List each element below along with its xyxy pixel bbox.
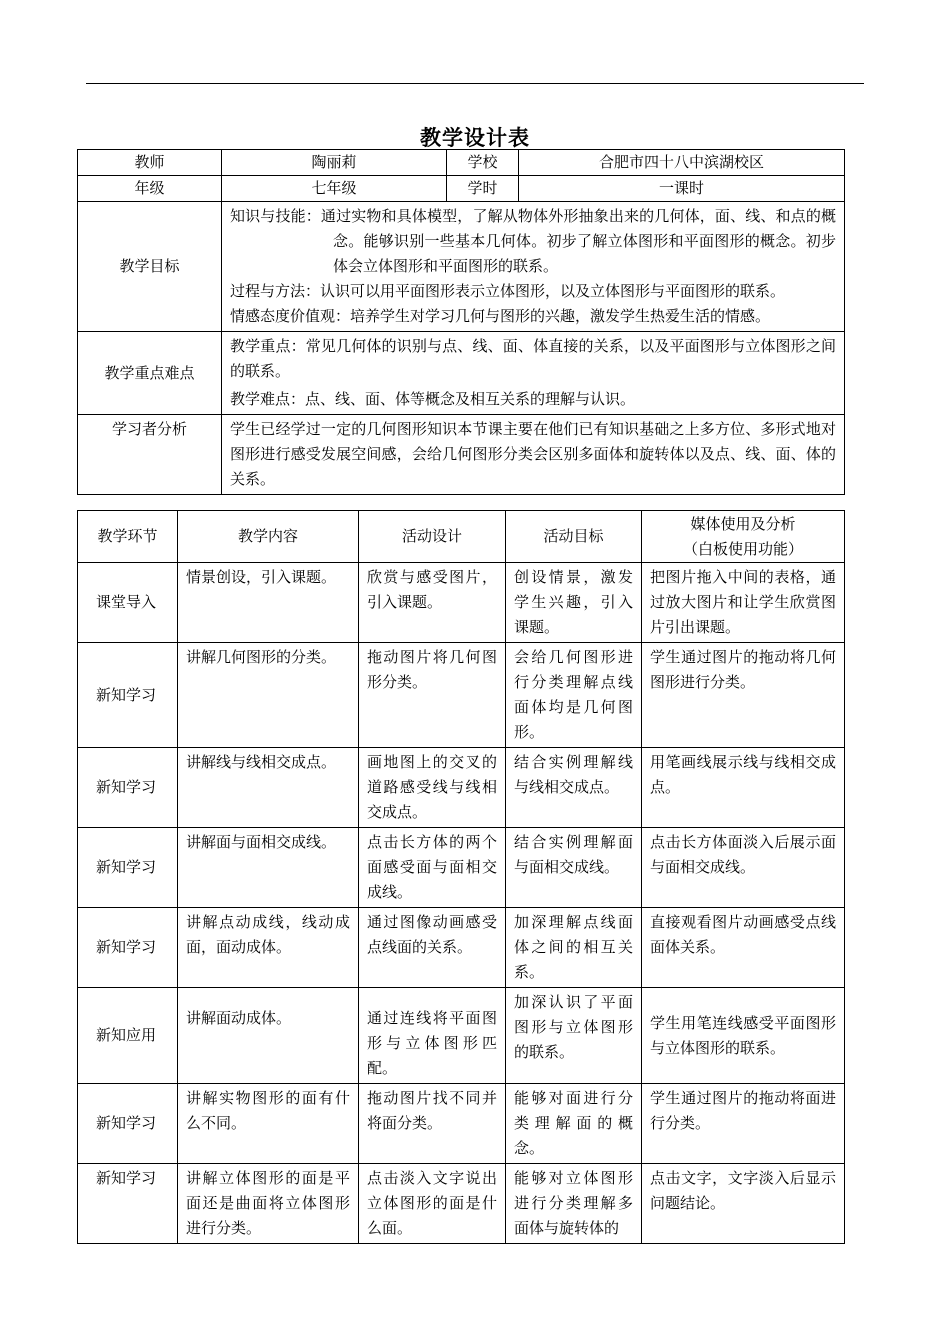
school-label: 学校 [447,150,519,176]
row-media: 学生通过图片的拖动将面进行分类。 [642,1084,845,1164]
row-media: 直接观看图片动画感受点线面体关系。 [642,908,845,988]
grade-value: 七年级 [222,176,447,202]
row-stage: 新知学习 [78,908,178,988]
row-content: 讲解实物图形的面有什么不同。 [178,1084,359,1164]
row-activity: 点击淡入文字说出立体图形的面是什么面。 [359,1164,506,1244]
row-activity: 通过图像动画感受点线面的关系。 [359,908,506,988]
info-row-goals [78,202,845,332]
plan-table [77,510,845,1244]
row-content: 讲解线与线相交成点。 [178,748,359,828]
row-activity: 欣赏与感受图片，引入课题。 [359,563,506,643]
row-stage: 新知学习 [78,1164,178,1244]
row-goal: 会给几何图形进行分类理解点线面体均是几何图形。 [506,643,642,748]
hours-value: 一课时 [519,176,845,202]
row-stage: 新知学习 [78,1084,178,1164]
row-goal: 能够对立体图形进行分类理解多面体与旋转体的 [506,1164,642,1244]
row-activity: 拖动图片找不同并将面分类。 [359,1084,506,1164]
goals-label: 教学目标 [78,202,222,332]
goal-emotion: 情感态度价值观：培养学生对学习几何与图形的兴趣，激发学生热爱生活的情感。 [230,307,771,325]
info-row-grade [78,176,845,202]
row-goal: 结合实例理解线与线相交成点。 [506,748,642,828]
teacher-value: 陶丽莉 [222,150,447,176]
row-stage: 课堂导入 [78,563,178,643]
row-content: 讲解面动成体。 [178,988,359,1084]
plan-row [78,988,845,1084]
plan-row [78,1084,845,1164]
row-content: 讲解点动成线，线动成面，面动成体。 [178,908,359,988]
row-media: 把图片拖入中间的表格，通过放大图片和让学生欣赏图片引出课题。 [642,563,845,643]
header-stage: 教学环节 [78,511,178,563]
row-media: 用笔画线展示线与线相交成点。 [642,748,845,828]
row-media: 点击文字，文字淡入后显示问题结论。 [642,1164,845,1244]
row-stage: 新知学习 [78,748,178,828]
row-content: 情景创设，引入课题。 [178,563,359,643]
plan-row [78,563,845,643]
row-goal: 创设情景，激发学生兴趣，引入课题。 [506,563,642,643]
keypoints-label: 教学重点难点 [78,332,222,415]
row-content: 讲解面与面相交成线。 [178,828,359,908]
goal-process: 过程与方法：认识可以用平面图形表示立体图形，以及立体图形与平面图形的联系。 [230,282,786,300]
row-activity: 通过连线将平面图形与立体图形匹配。 [359,988,506,1084]
row-media: 学生用笔连线感受平面图形与立体图形的联系。 [642,988,845,1084]
page-title: 教学设计表 [420,125,530,150]
row-activity: 画地图上的交叉的道路感受线与线相交成点。 [359,748,506,828]
learner-label: 学习者分析 [78,415,222,495]
header-rule [86,83,864,84]
row-content: 讲解立体图形的面是平面还是曲面将立体图形进行分类。 [178,1164,359,1244]
row-media: 学生通过图片的拖动将几何图形进行分类。 [642,643,845,748]
plan-header-row [78,511,845,563]
school-value: 合肥市四十八中滨湖校区 [519,150,845,176]
row-goal: 加深认识了平面图形与立体图形的联系。 [506,988,642,1084]
header-activity: 活动设计 [359,511,506,563]
row-stage: 新知学习 [78,828,178,908]
difficulty-text: 教学难点：点、线、面、体等概念及相互关系的理解与认识。 [230,390,636,408]
header-media-line1: 媒体使用及分析 [690,514,796,533]
row-goal: 能够对面进行分类理解面的概念。 [506,1084,642,1164]
info-table [77,149,845,495]
plan-row [78,828,845,908]
row-content: 讲解几何图形的分类。 [178,643,359,748]
header-media-line2: （白板使用功能） [682,539,803,558]
plan-row [78,908,845,988]
keypoint-text: 教学重点：常见几何体的识别与点、线、面、体直接的关系，以及平面图形与立体图形之间的联系。 [230,337,836,380]
header-goal: 活动目标 [506,511,642,563]
row-goal: 加深理解点线面体之间的相互关系。 [506,908,642,988]
info-row-teacher [78,150,845,176]
row-activity: 拖动图片将几何图形分类。 [359,643,506,748]
grade-label: 年级 [78,176,222,202]
hours-label: 学时 [447,176,519,202]
info-row-learner [78,415,845,495]
header-media [642,511,845,563]
plan-row [78,748,845,828]
row-stage: 新知学习 [78,643,178,748]
row-goal: 结合实例理解面与面相交成线。 [506,828,642,908]
row-media: 点击长方体面淡入后展示面与面相交成线。 [642,828,845,908]
goals-cell [222,202,845,332]
row-activity: 点击长方体的两个面感受面与面相交成线。 [359,828,506,908]
header-content: 教学内容 [178,511,359,563]
plan-row [78,643,845,748]
goal-knowledge: 知识与技能：通过实物和具体模型，了解从物体外形抽象出来的几何体，面、线、和点的概念。能够识别一些基本几何体。初步了解立体图形和平面图形的概念。初步体会立体图形和平面图形的联系。 [230,207,836,275]
teacher-label: 教师 [78,150,222,176]
info-row-keypoints [78,332,845,415]
row-stage: 新知应用 [78,988,178,1084]
learner-text: 学生已经学过一定的几何图形知识本节课主要在他们已有知识基础之上多方位、多形式地对图形进行感受发展空间感，会给几何图形分类会区别多面体和旋转体以及点、线、面、体的关系。 [222,415,845,495]
keypoints-cell [222,332,845,415]
plan-row [78,1164,845,1244]
